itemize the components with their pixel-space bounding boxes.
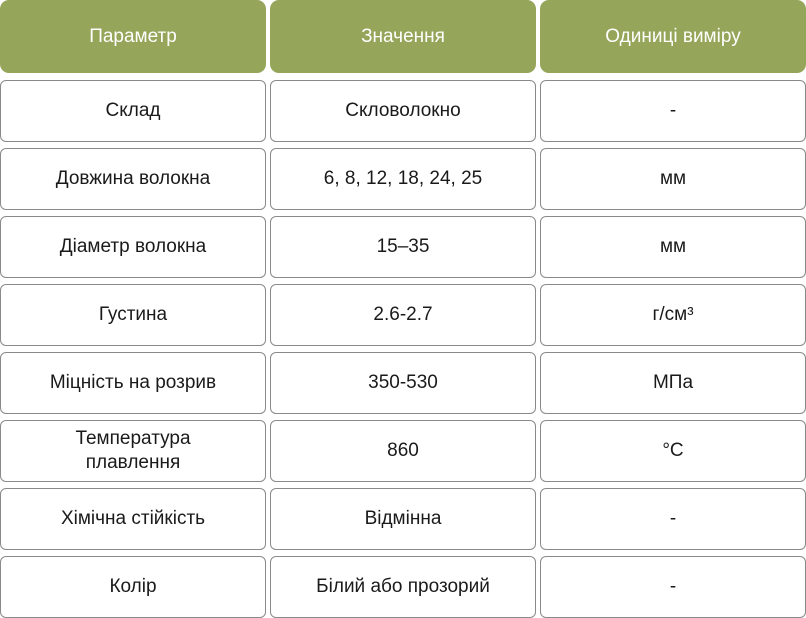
row-4-parameter: Густина bbox=[0, 284, 266, 346]
header-value: Значення bbox=[270, 0, 536, 73]
row-3-value: 15–35 bbox=[270, 216, 536, 278]
row-7-units: - bbox=[540, 488, 806, 550]
row-6-parameter bbox=[0, 420, 266, 482]
row-5-units: МПа bbox=[540, 352, 806, 414]
row-1-value: Скловолокно bbox=[270, 80, 536, 142]
row-7-parameter: Хімічна стійкість bbox=[0, 488, 266, 550]
row-8-units: - bbox=[540, 556, 806, 618]
row-2-units: мм bbox=[540, 148, 806, 210]
row-1-units: - bbox=[540, 80, 806, 142]
row-4-units: г/см³ bbox=[540, 284, 806, 346]
row-3-parameter: Діаметр волокна bbox=[0, 216, 266, 278]
header-units: Одиниці виміру bbox=[540, 0, 806, 73]
row-8-value: Білий або прозорий bbox=[270, 556, 536, 618]
header-parameter: Параметр bbox=[0, 0, 266, 73]
row-8-parameter: Колір bbox=[0, 556, 266, 618]
row-5-value: 350-530 bbox=[270, 352, 536, 414]
row-3-units: мм bbox=[540, 216, 806, 278]
row-4-value: 2.6-2.7 bbox=[270, 284, 536, 346]
row-2-value: 6, 8, 12, 18, 24, 25 bbox=[270, 148, 536, 210]
row-6-parameter-text: Температура плавлення bbox=[75, 428, 191, 473]
row-2-parameter: Довжина волокна bbox=[0, 148, 266, 210]
row-5-parameter: Міцність на розрив bbox=[0, 352, 266, 414]
row-7-value: Відмінна bbox=[270, 488, 536, 550]
row-1-parameter: Склад bbox=[0, 80, 266, 142]
row-6-units: °C bbox=[540, 420, 806, 482]
row-6-value: 860 bbox=[270, 420, 536, 482]
